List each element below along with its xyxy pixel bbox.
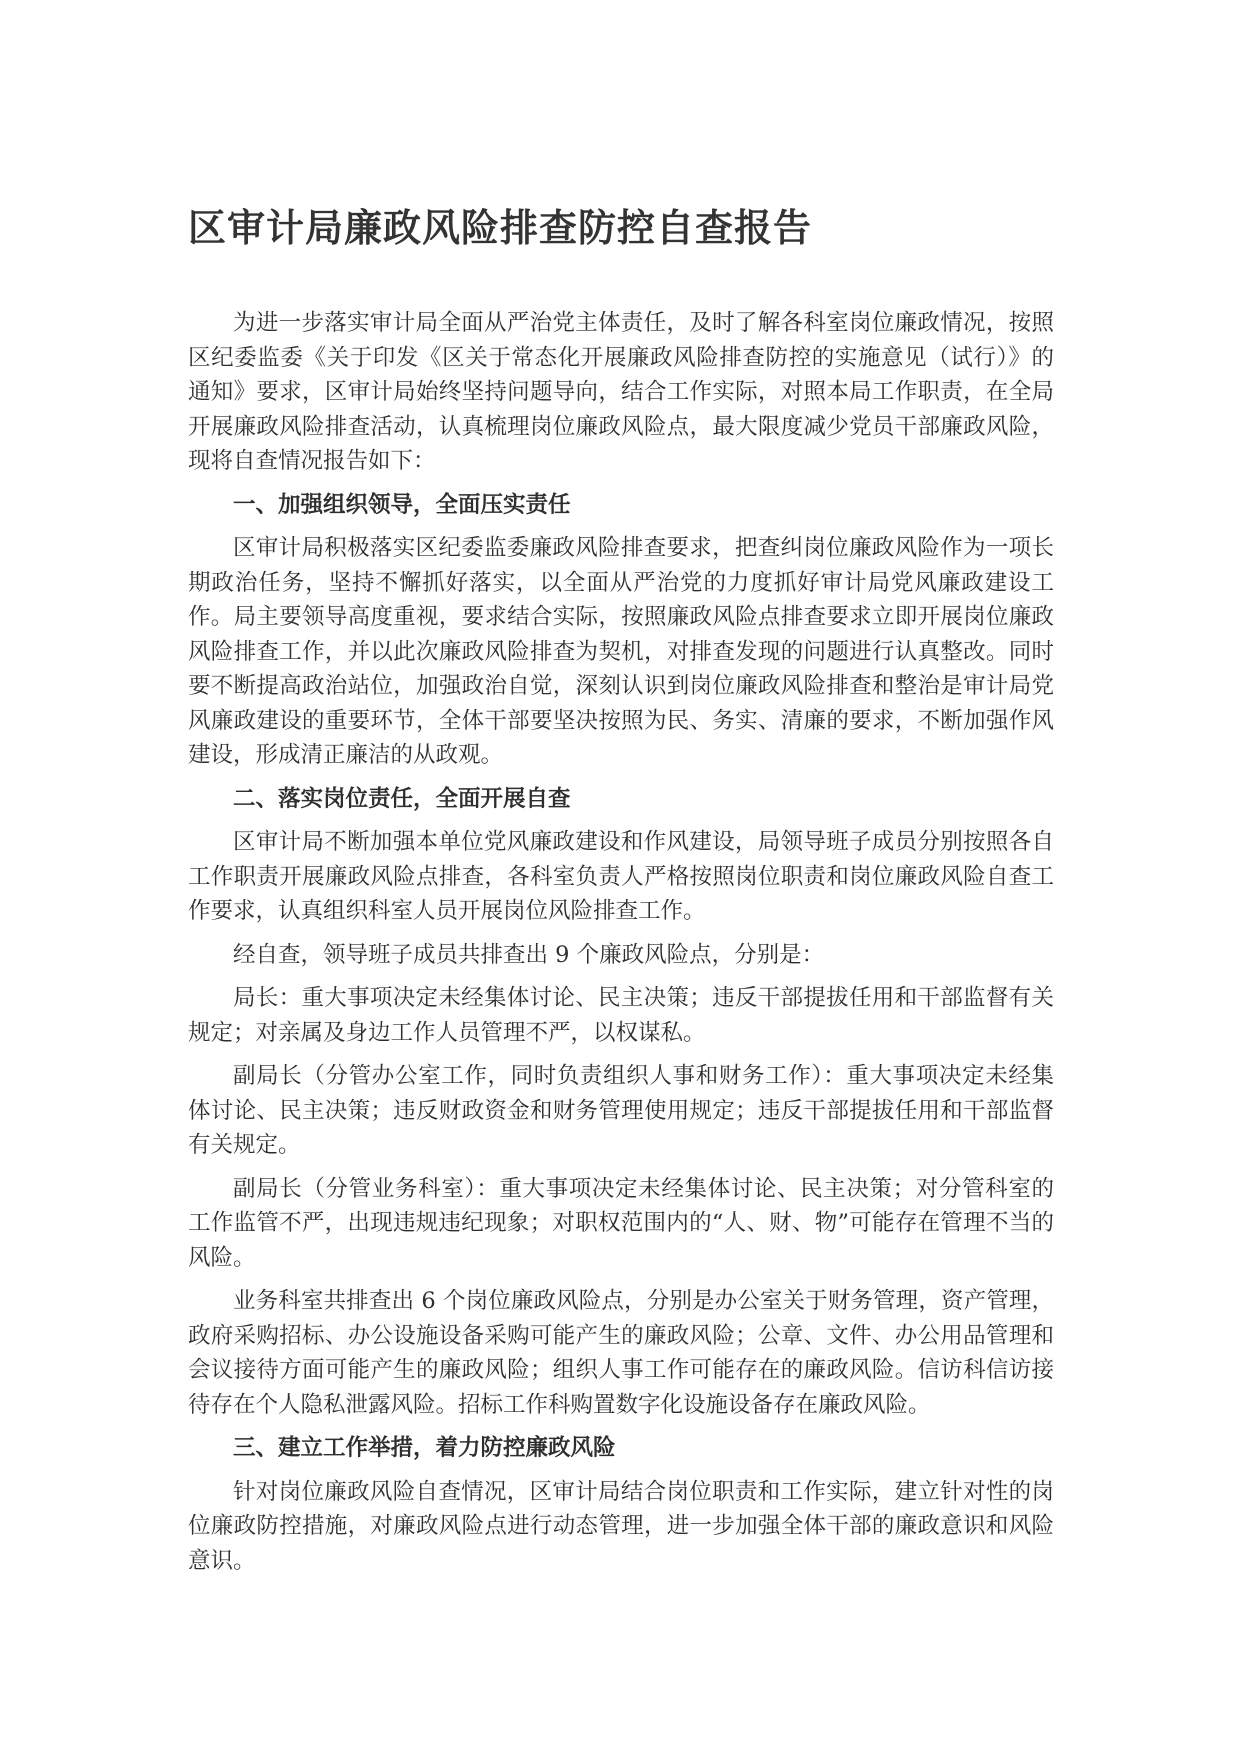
section-1-paragraph-1: 区审计局积极落实区纪委监委廉政风险排查要求，把查纠岗位廉政风险作为一项长期政治任务，坚持不懈抓好落实，以全面从严治党的力度抓好审计局党风廉政建设工作。局主要领导高度重视，要求结合实际，按照廉政风险点排查要求立即开展岗位廉政风险排查工作，并以此次廉政风险排查为契机，对排查发现的问题进行认真整改。同时要不断提高政治站位，加强政治自觉，深刻认识到岗位廉政风险排查和整治是审计局党风廉政建设的重要环节，全体干部要坚决按照为民、务实、清廉的要求，不断加强作风建设，形成清正廉洁的从政观。 <box>188 535 1054 768</box>
section-2-paragraph-1: 区审计局不断加强本单位党风廉政建设和作风建设，局领导班子成员分别按照各自工作职责开展廉政风险点排查，各科室负责人严格按照岗位职责和岗位廉政风险自查工作要求，认真组织科室人员开展岗位风险排查工作。 <box>188 829 1054 924</box>
intro-paragraph: 为进一步落实审计局全面从严治党主体责任，及时了解各科室岗位廉政情况，按照区纪委监委《关于印发《区关于常态化开展廉政风险排查防控的实施意见（试行）》的通知》要求，区审计局始终坚持问题导向，结合工作实际，对照本局工作职责，在全局开展廉政风险排查活动，认真梳理岗位廉政风险点，最大限度减少党员干部廉政风险，现将自查情况报告如下： <box>188 310 1054 474</box>
section-2-paragraph-2: 经自查，领导班子成员共排查出 9 个廉政风险点，分别是： <box>233 941 825 968</box>
section-2-paragraph-5: 副局长（分管业务科室）：重大事项决定未经集体讨论、民主决策；对分管科室的工作监管不严，出现违规违纪现象；对职权范围内的“人、财、物”可能存在管理不当的风险。 <box>188 1175 1054 1271</box>
section-3-paragraph-1: 针对岗位廉政风险自查情况，区审计局结合岗位职责和工作实际，建立针对性的岗位廉政防控措施，对廉政风险点进行动态管理，进一步加强全体干部的廉政意识和风险意识。 <box>188 1478 1054 1574</box>
section-2-paragraph-6: 业务科室共排查出 6 个岗位廉政风险点，分别是办公室关于财务管理，资产管理，政府采购招标、办公设施设备采购可能产生的廉政风险；公章、文件、办公用品管理和会议接待方面可能产生的廉政风险；组织人事工作可能存在的廉政风险。信访科信访接待存在个人隐私泄露风险。招标工作科购置数字化设施设备存在廉政风险。 <box>188 1288 1054 1418</box>
section-3-heading: 三、建立工作举措，着力防控廉政风险 <box>233 1435 616 1461</box>
section-2-paragraph-3: 局长：重大事项决定未经集体讨论、民主决策；违反干部提拔任用和干部监督有关规定；对亲属及身边工作人员管理不严，以权谋私。 <box>188 985 1054 1046</box>
section-2-paragraph-4: 副局长（分管办公室工作，同时负责组织人事和财务工作）：重大事项决定未经集体讨论、民主决策；违反财政资金和财务管理使用规定；违反干部提拔任用和干部监督有关规定。 <box>188 1063 1054 1158</box>
document-title: 区审计局廉政风险排查防控自查报告 <box>188 206 813 250</box>
section-2-heading: 二、落实岗位责任，全面开展自查 <box>233 785 571 812</box>
document-body <box>188 306 1054 1587</box>
section-1-heading: 一、加强组织领导，全面压实责任 <box>233 491 571 518</box>
